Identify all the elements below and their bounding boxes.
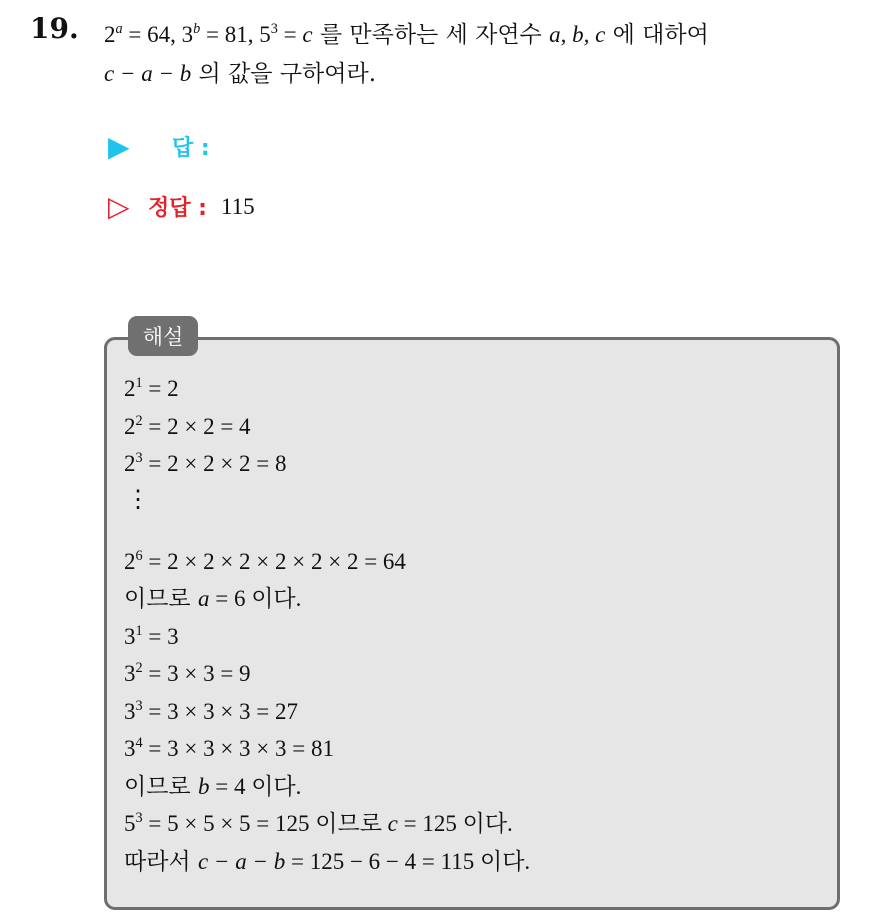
power-53: $5^3$ — [259, 21, 278, 47]
solution-line: $2^1 = 2$ — [124, 375, 179, 401]
solution-vdots: ⋮ — [126, 486, 150, 513]
solution-line: $2^3 = 2 \times 2 \times 2 = 8$ — [124, 450, 287, 476]
solution-line: $3^4 = 3 \times 3 \times 3 \times 3 = 81$ — [124, 735, 334, 761]
correct-answer-value: 115 — [220, 193, 255, 219]
solution-line: $3^3 = 3 \times 3 \times 3 = 27$ — [124, 697, 299, 724]
correct-answer-label: 정답 : — [148, 196, 207, 221]
solution-line: $3^2 = 3 \times 3 = 9$ — [124, 660, 251, 686]
outline-triangle-icon: ▷ — [108, 190, 130, 223]
question-line-2: c − a − b 의 값을 구하여라. — [104, 61, 377, 87]
question-number: 19. — [30, 12, 79, 45]
question-line-1: $2^a = 64$, $3^b = 81$, $5^3 = c$ 를 만족하는 세 자연수 a, b, c 에 대하여 — [104, 21, 709, 48]
play-triangle-icon: ▶ — [108, 130, 130, 163]
correct-answer-row — [108, 190, 255, 223]
solution-line: 이므로 b = 4 이다. — [124, 773, 302, 800]
solution-line: $5^3 = 5 \times 5 \times 5 = 125$ 이므로 c = 125 이다. — [124, 810, 513, 836]
answer-label: 답 : — [172, 136, 210, 161]
solution-tag: 해설 — [128, 316, 198, 356]
solution-line: $3^1 = 3$ — [124, 622, 179, 649]
answer-row — [108, 130, 210, 163]
solution-line: $2^2 = 2 \times 2 = 4$ — [124, 412, 251, 439]
solution-line: $2^6 = 2 \times 2 \times 2 \times 2 \times 2 \times 2 = 64$ — [124, 547, 406, 574]
solution-lines — [124, 370, 530, 880]
solution-line: 이므로 a = 6 이다. — [124, 586, 302, 612]
power-2a: 2$^a$ — [104, 21, 123, 47]
solution-line: 따라서 c − a − b = 125 − 6 − 4 = 115 이다. — [124, 848, 531, 875]
power-3b: 3$^b$ — [181, 21, 201, 47]
